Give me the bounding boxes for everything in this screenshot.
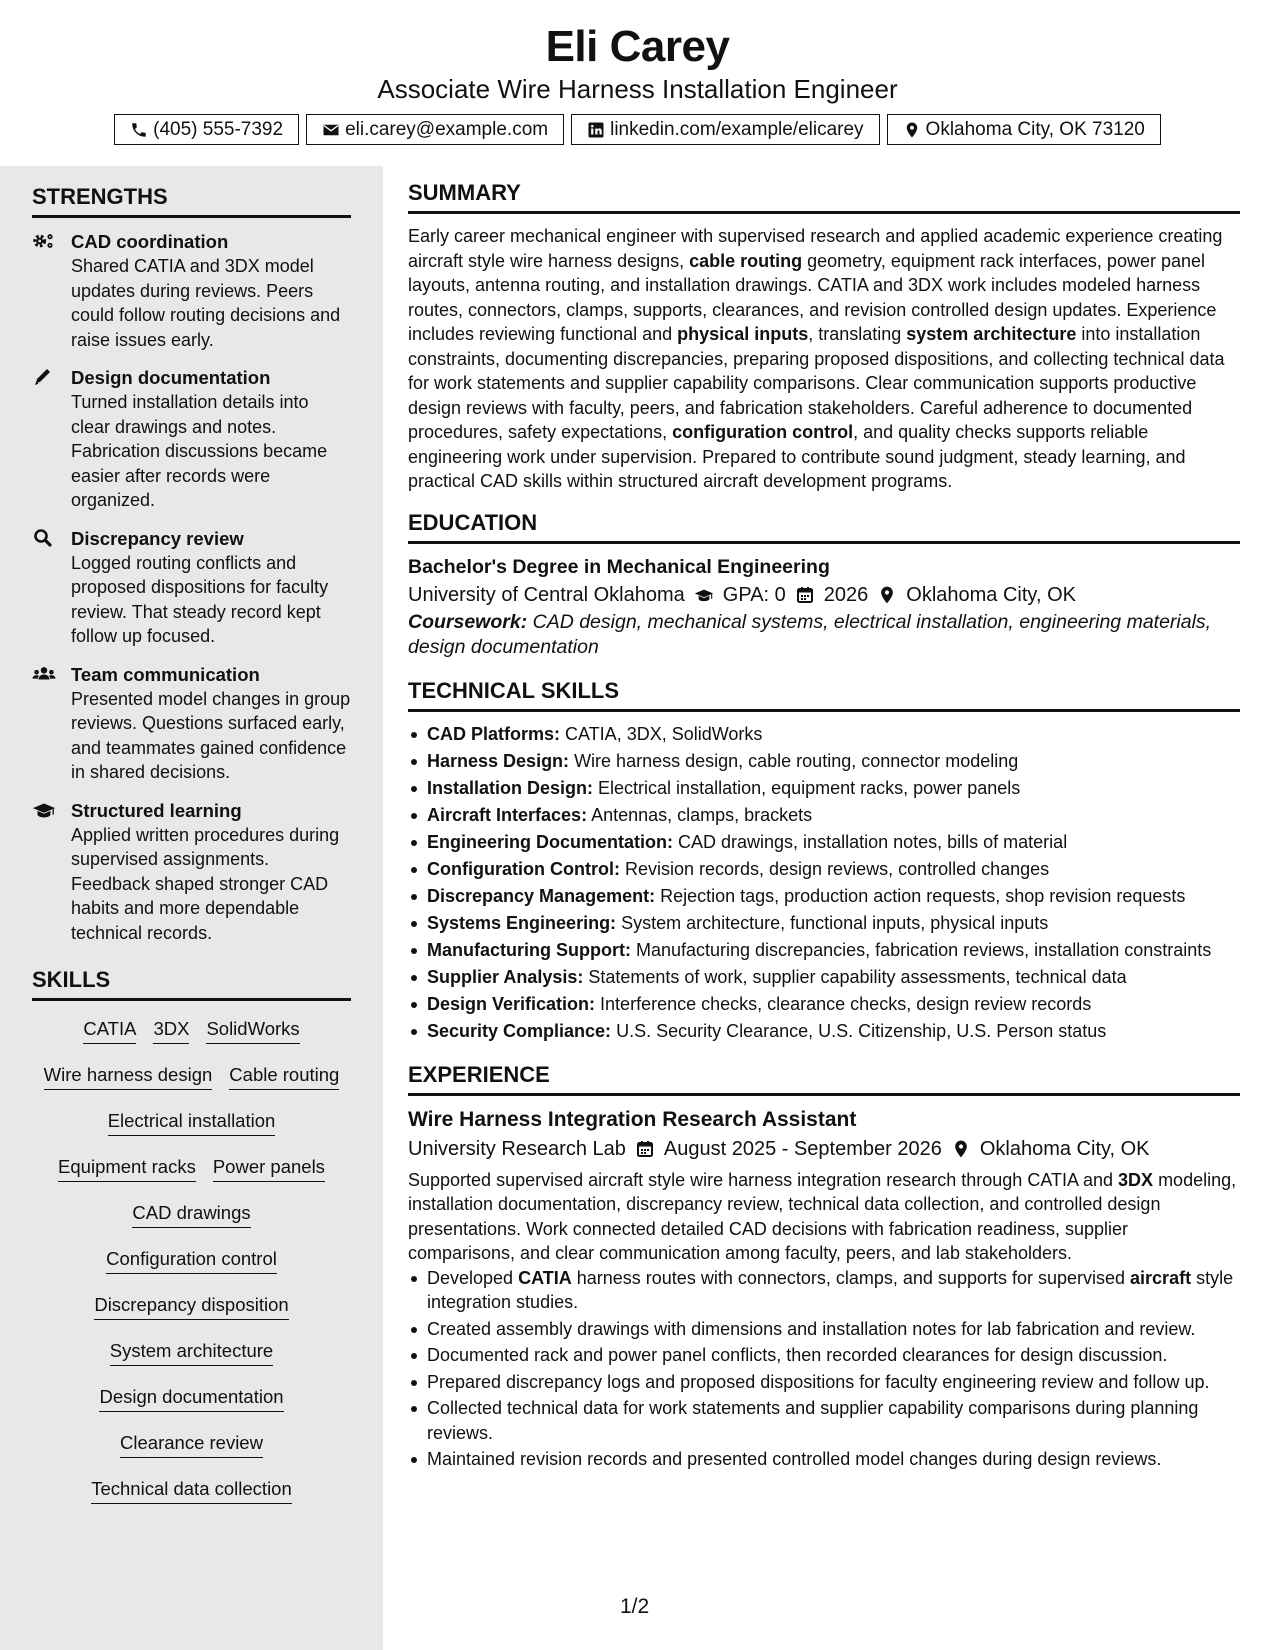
skill-chip-row: [32, 1155, 351, 1182]
technical-skill-label: Security Compliance:: [427, 1020, 612, 1041]
education-location: Oklahoma City, OK: [906, 583, 1076, 606]
sidebar: [0, 166, 383, 1650]
technical-skill-item: [408, 911, 1240, 936]
skill-chip-row: [32, 1247, 351, 1274]
contact-email-text: eli.carey@example.com: [345, 118, 549, 140]
technical-skill-item: [408, 776, 1240, 801]
skill-chip: Technical data collection: [91, 1477, 292, 1504]
contact-linkedin[interactable]: [571, 114, 879, 145]
strength-title: Structured learning: [71, 799, 242, 821]
technical-skill-item: [408, 722, 1240, 747]
phone-icon: [130, 121, 148, 139]
skill-chip: 3DX: [153, 1017, 189, 1044]
calendar-icon: [795, 585, 815, 605]
contact-phone-text: (405) 555-7392: [153, 118, 284, 140]
technical-skill-value: Interference checks, clearance checks, design review records: [595, 993, 1092, 1014]
strength-title: CAD coordination: [71, 231, 229, 252]
contact-location-text: Oklahoma City, OK 73120: [925, 118, 1145, 140]
technical-skill-label: CAD Platforms:: [427, 723, 561, 744]
graduation-cap-icon: [32, 800, 56, 820]
calendar-icon: [635, 1139, 655, 1159]
strength-text: Turned installation details into clear drawings and notes. Fabrication discussions became easier after records were organized.: [71, 392, 328, 510]
technical-skill-value: System architecture, functional inputs, physical inputs: [616, 912, 1049, 933]
bold-text: configuration control: [672, 422, 854, 442]
strength-item: [32, 527, 351, 649]
envelope-icon: [322, 121, 340, 139]
job-bullets: [408, 1266, 1240, 1472]
text-run: Maintained revision records and presented controlled model changes during design reviews.: [427, 1449, 1162, 1469]
strength-title: Team communication: [71, 663, 260, 685]
technical-skill-label: Manufacturing Support:: [427, 939, 631, 960]
candidate-name: Eli Carey: [545, 22, 730, 71]
contact-phone[interactable]: [114, 114, 299, 145]
job-bullet: [408, 1447, 1240, 1472]
linkedin-icon: [587, 121, 605, 139]
skill-chip: Wire harness design: [44, 1063, 213, 1090]
job-title: Wire Harness Integration Research Assistant: [408, 1107, 857, 1131]
technical-skill-label: Engineering Documentation:: [427, 831, 674, 852]
contact-email[interactable]: [306, 114, 564, 145]
technical-skill-item: [408, 857, 1240, 882]
job-bullet: [408, 1370, 1240, 1395]
text-run: into installation constraints, documenting discrepancies, preparing proposed dispositions, and collecting technical data for work statements and supplier capability comparisons. Clear communication supports productive design reviews with faculty, peers, and fabrication stakeholders. Careful adherence to documented procedures, safety expectations,: [408, 324, 1225, 442]
strength-title: Design documentation: [71, 367, 271, 388]
skill-chip: Design documentation: [99, 1385, 283, 1412]
text-run: Documented rack and power panel conflicts, then recorded clearances for design discussion.: [427, 1345, 1168, 1365]
skill-chip: Equipment racks: [58, 1155, 196, 1182]
degree-title: Bachelor's Degree in Mechanical Engineering: [408, 555, 830, 578]
text-run: Supported supervised aircraft style wire harness integration research through CATIA and: [408, 1169, 1119, 1190]
text-run: Created assembly drawings with dimensions and installation notes for lab fabrication and review.: [427, 1318, 1196, 1339]
skill-chip-row: [32, 1385, 351, 1412]
bold-text: 3DX: [1118, 1169, 1154, 1190]
technical-skill-value: Antennas, clamps, brackets: [587, 804, 813, 825]
job-description: [408, 1168, 1240, 1266]
skills-heading: SKILLS: [32, 967, 351, 1001]
technical-skill-value: Wire harness design, cable routing, connector modeling: [569, 750, 1019, 771]
coursework-list: CAD design, mechanical systems, electrical installation, engineering materials, design documentation: [408, 610, 1212, 658]
bold-text: cable routing: [689, 250, 803, 271]
bold-text: system architecture: [906, 324, 1077, 344]
technical-skill-label: Configuration Control:: [427, 858, 620, 879]
text-run: harness routes with connectors, clamps, and supports for supervised: [571, 1267, 1131, 1288]
text-run: Early career mechanical engineer with supervised research and applied academic experience creating aircraft style wire harness designs,: [408, 226, 1223, 271]
text-run: Collected technical data for work statements and supplier capability comparisons during planning reviews.: [427, 1398, 1199, 1443]
strength-title: Discrepancy review: [71, 527, 244, 549]
resume-header: [0, 0, 1275, 166]
bold-text: physical inputs: [677, 324, 809, 344]
text-run: , translating: [808, 324, 907, 344]
technical-skill-value: Statements of work, supplier capability assessments, technical data: [583, 966, 1127, 987]
graduation-year: 2026: [823, 583, 869, 606]
skill-chip-row: [32, 1201, 351, 1228]
technical-skill-value: CAD drawings, installation notes, bills of material: [673, 831, 1068, 852]
technical-skills-heading: TECHNICAL SKILLS: [408, 678, 1240, 712]
contact-location: [887, 114, 1161, 145]
users-icon: [32, 664, 56, 684]
skill-chip: Discrepancy disposition: [94, 1293, 288, 1320]
job-dates: August 2025 - September 2026: [663, 1137, 942, 1160]
graduation-cap-icon: [694, 585, 714, 605]
skill-chip-row: [32, 1017, 351, 1044]
technical-skill-value: Manufacturing discrepancies, fabrication reviews, installation constraints: [630, 939, 1212, 960]
technical-skill-item: [408, 830, 1240, 855]
summary-heading: SUMMARY: [408, 180, 1240, 214]
strength-text: Shared CATIA and 3DX model updates during reviews. Peers could follow routing decisions and raise issues early.: [71, 256, 341, 350]
technical-skill-label: Discrepancy Management:: [427, 885, 656, 906]
skill-chip-row: [32, 1477, 351, 1504]
technical-skill-item: [408, 992, 1240, 1017]
technical-skill-item: [408, 938, 1240, 963]
skill-chip: Clearance review: [120, 1431, 263, 1458]
technical-skill-item: [408, 749, 1240, 774]
skill-chip: Cable routing: [229, 1063, 339, 1090]
search-icon: [32, 528, 56, 548]
job-bullet: [408, 1266, 1240, 1315]
strengths-heading: STRENGTHS: [32, 184, 351, 218]
strength-text: Applied written procedures during supervised assignments. Feedback shaped stronger CAD habits and more dependable technical records.: [71, 824, 340, 943]
bold-text: aircraft: [1130, 1267, 1192, 1288]
technical-skill-label: Design Verification:: [427, 993, 596, 1014]
text-run: style integration studies.: [427, 1267, 1234, 1312]
strength-item: [32, 663, 351, 785]
job-bullet: [408, 1396, 1240, 1445]
coursework: [408, 610, 1240, 660]
candidate-title: Associate Wire Harness Installation Engineer: [377, 74, 898, 104]
text-run: Developed: [427, 1267, 519, 1288]
pencil-icon: [32, 367, 56, 387]
technical-skills-list: [408, 722, 1240, 1044]
strength-item: [32, 366, 351, 513]
job-location: Oklahoma City, OK: [979, 1137, 1150, 1160]
map-pin-icon: [903, 121, 921, 139]
skill-chip-row: [32, 1063, 351, 1090]
job-meta: [408, 1134, 1240, 1164]
job-bullet: [408, 1317, 1240, 1342]
map-pin-icon: [877, 585, 897, 605]
skills-section: [32, 967, 351, 1504]
technical-skill-item: [408, 965, 1240, 990]
skill-chip: CATIA: [83, 1017, 136, 1044]
education-meta: [408, 580, 1240, 610]
job-bullet: [408, 1343, 1240, 1368]
technical-skill-item: [408, 884, 1240, 909]
skill-chip-row: [32, 1293, 351, 1320]
skill-chip: Electrical installation: [108, 1109, 276, 1136]
technical-skill-value: Rejection tags, production action requests, shop revision requests: [655, 885, 1186, 906]
skill-chip: System architecture: [110, 1339, 273, 1366]
skill-chip: SolidWorks: [206, 1017, 299, 1044]
technical-skill-label: Harness Design:: [427, 750, 570, 771]
experience-heading: EXPERIENCE: [408, 1062, 1240, 1096]
technical-skill-label: Aircraft Interfaces:: [427, 804, 588, 825]
strength-text: Logged routing conflicts and proposed dispositions for faculty review. That steady record kept follow up focused.: [71, 552, 329, 646]
technical-skill-label: Supplier Analysis:: [427, 966, 584, 987]
technical-skill-label: Systems Engineering:: [427, 912, 617, 933]
gpa: GPA: 0: [722, 583, 786, 606]
page-number: 1/2: [620, 1595, 650, 1618]
technical-skill-value: Revision records, design reviews, controlled changes: [619, 858, 1050, 879]
map-pin-icon: [951, 1139, 971, 1159]
education-heading: EDUCATION: [408, 510, 1240, 544]
school-name: University of Central Oklahoma: [408, 583, 685, 606]
skill-chip: Configuration control: [106, 1247, 277, 1274]
strength-item: [32, 230, 351, 352]
organization: University Research Lab: [408, 1137, 626, 1160]
technical-skill-value: U.S. Security Clearance, U.S. Citizenship, U.S. Person status: [611, 1020, 1107, 1041]
skill-chip: Power panels: [213, 1155, 325, 1182]
text-run: geometry, equipment rack interfaces, power panel layouts, antenna routing, and installation drawings. CATIA and 3DX work includes modeled harness routes, connectors, clamps, supports, clearances, and revision controlled design updates. Experience includes reviewing functional and: [408, 250, 1217, 344]
gears-icon: [32, 231, 56, 251]
main-content: [408, 180, 1240, 1474]
skill-chip: CAD drawings: [132, 1201, 250, 1228]
summary-text: [408, 224, 1240, 494]
strength-text: Presented model changes in group reviews. Questions surfaced early, and teammates gained confidence in shared decisions.: [71, 688, 351, 782]
text-run: Prepared discrepancy logs and proposed dispositions for faculty engineering review and follow up.: [427, 1371, 1210, 1392]
contact-linkedin-text: linkedin.com/example/elicarey: [610, 118, 864, 140]
contact-bar: [0, 114, 1275, 145]
text-run: , and quality checks supports reliable engineering work under supervision. Prepared to contribute sound judgment, steady learning, and practical CAD skills within structured aircraft development programs.: [408, 422, 1186, 491]
skill-chip-row: [32, 1109, 351, 1136]
bold-text: CATIA: [518, 1267, 572, 1288]
technical-skill-value: Electrical installation, equipment racks, power panels: [593, 777, 1021, 798]
skill-chip-row: [32, 1431, 351, 1458]
technical-skill-item: [408, 1019, 1240, 1044]
text-run: modeling, installation documentation, discrepancy review, technical data collection, and controlled design presentations. Work connected detailed CAD decisions with fabrication readiness, supplier comparisons, and clear communication among faculty, peers, and lab stakeholders.: [408, 1169, 1237, 1263]
skill-chips: [32, 1017, 351, 1504]
technical-skill-value: CATIA, 3DX, SolidWorks: [560, 723, 763, 744]
coursework-label: Coursework:: [408, 610, 528, 633]
technical-skill-label: Installation Design:: [427, 777, 594, 798]
skill-chip-row: [32, 1339, 351, 1366]
strength-item: [32, 799, 351, 946]
technical-skill-item: [408, 803, 1240, 828]
